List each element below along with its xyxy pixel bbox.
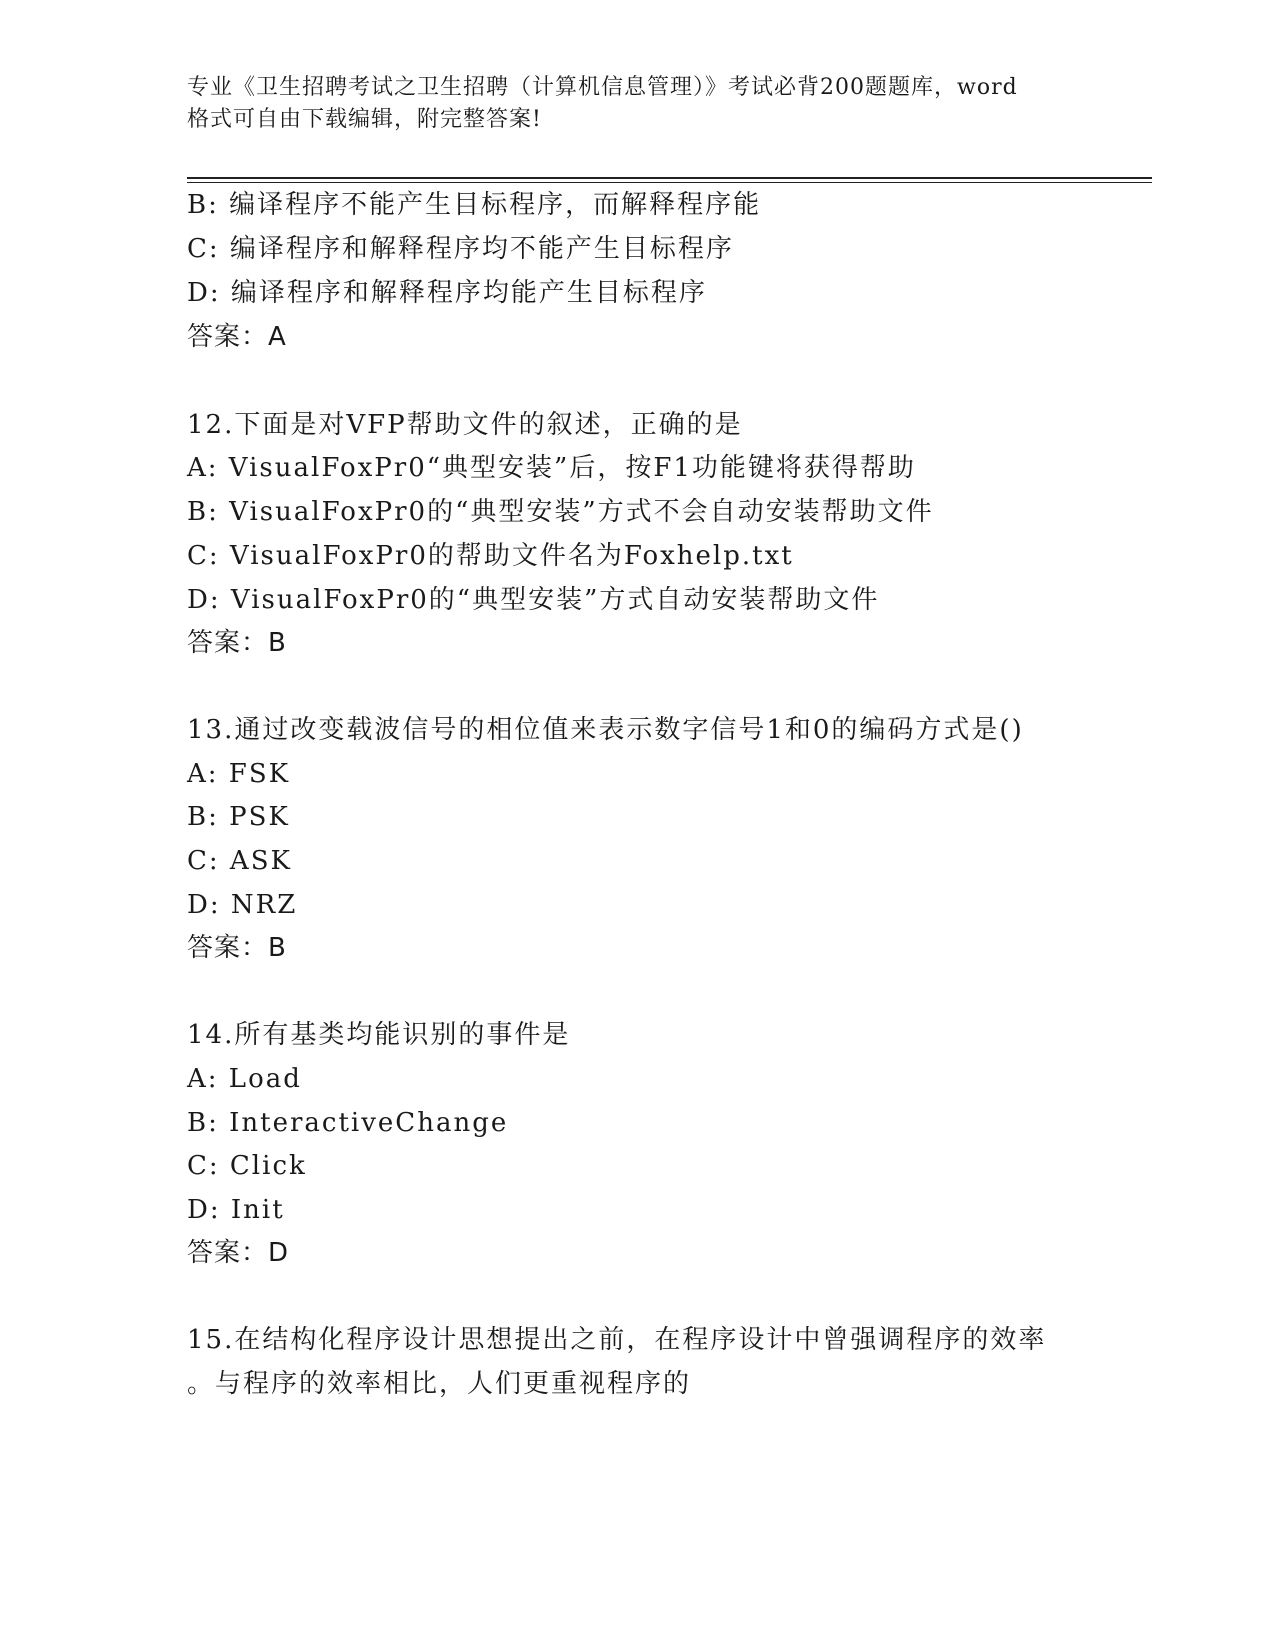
q12-option-c: C: VisualFoxPr0的帮助文件名为Foxhelp.txt	[187, 541, 794, 571]
header-line-1: 专业《卫生招聘考试之卫生招聘（计算机信息管理）》考试必背200题题库，word	[187, 75, 1018, 100]
q13-question: 13.通过改变载波信号的相位值来表示数字信号1和0的编码方式是()	[187, 715, 1024, 745]
q14-option-c: C: Click	[187, 1151, 307, 1181]
q14-option-d: D: Init	[187, 1195, 285, 1225]
q13-option-c: C: ASK	[187, 846, 292, 876]
header-divider-thin	[187, 182, 1152, 183]
q13-option-d: D: NRZ	[187, 890, 298, 920]
q15-question-line-2: 。与程序的效率相比，人们更重视程序的	[187, 1369, 692, 1399]
q15-question-line-1: 15.在结构化程序设计思想提出之前，在程序设计中曾强调程序的效率	[187, 1325, 1047, 1355]
q13-option-b: B: PSK	[187, 802, 290, 832]
q13-answer: 答案：B	[187, 933, 287, 963]
header-divider-thick	[187, 177, 1152, 179]
header-line-2: 格式可自由下载编辑，附完整答案!	[187, 107, 542, 132]
q14-answer: 答案：D	[187, 1238, 290, 1268]
q12-answer: 答案：B	[187, 628, 287, 658]
q11-option-c: C: 编译程序和解释程序均不能产生目标程序	[187, 234, 734, 264]
q12-question: 12.下面是对VFP帮助文件的叙述，正确的是	[187, 410, 743, 440]
q14-question: 14.所有基类均能识别的事件是	[187, 1020, 571, 1050]
q14-option-b: B: InteractiveChange	[187, 1108, 509, 1138]
q12-option-a: A: VisualFoxPr0“典型安装”后，按F1功能键将获得帮助	[187, 453, 916, 483]
q11-option-b: B: 编译程序不能产生目标程序，而解释程序能	[187, 190, 762, 220]
q13-option-a: A: FSK	[187, 759, 291, 789]
document-header	[187, 72, 1087, 136]
q14-option-a: A: Load	[187, 1064, 302, 1094]
q12-option-d: D: VisualFoxPr0的“典型安装”方式自动安装帮助文件	[187, 585, 880, 615]
q12-option-b: B: VisualFoxPr0的“典型安装”方式不会自动安装帮助文件	[187, 497, 934, 527]
q11-option-d: D: 编译程序和解释程序均能产生目标程序	[187, 278, 707, 308]
q11-answer: 答案：A	[187, 322, 287, 352]
